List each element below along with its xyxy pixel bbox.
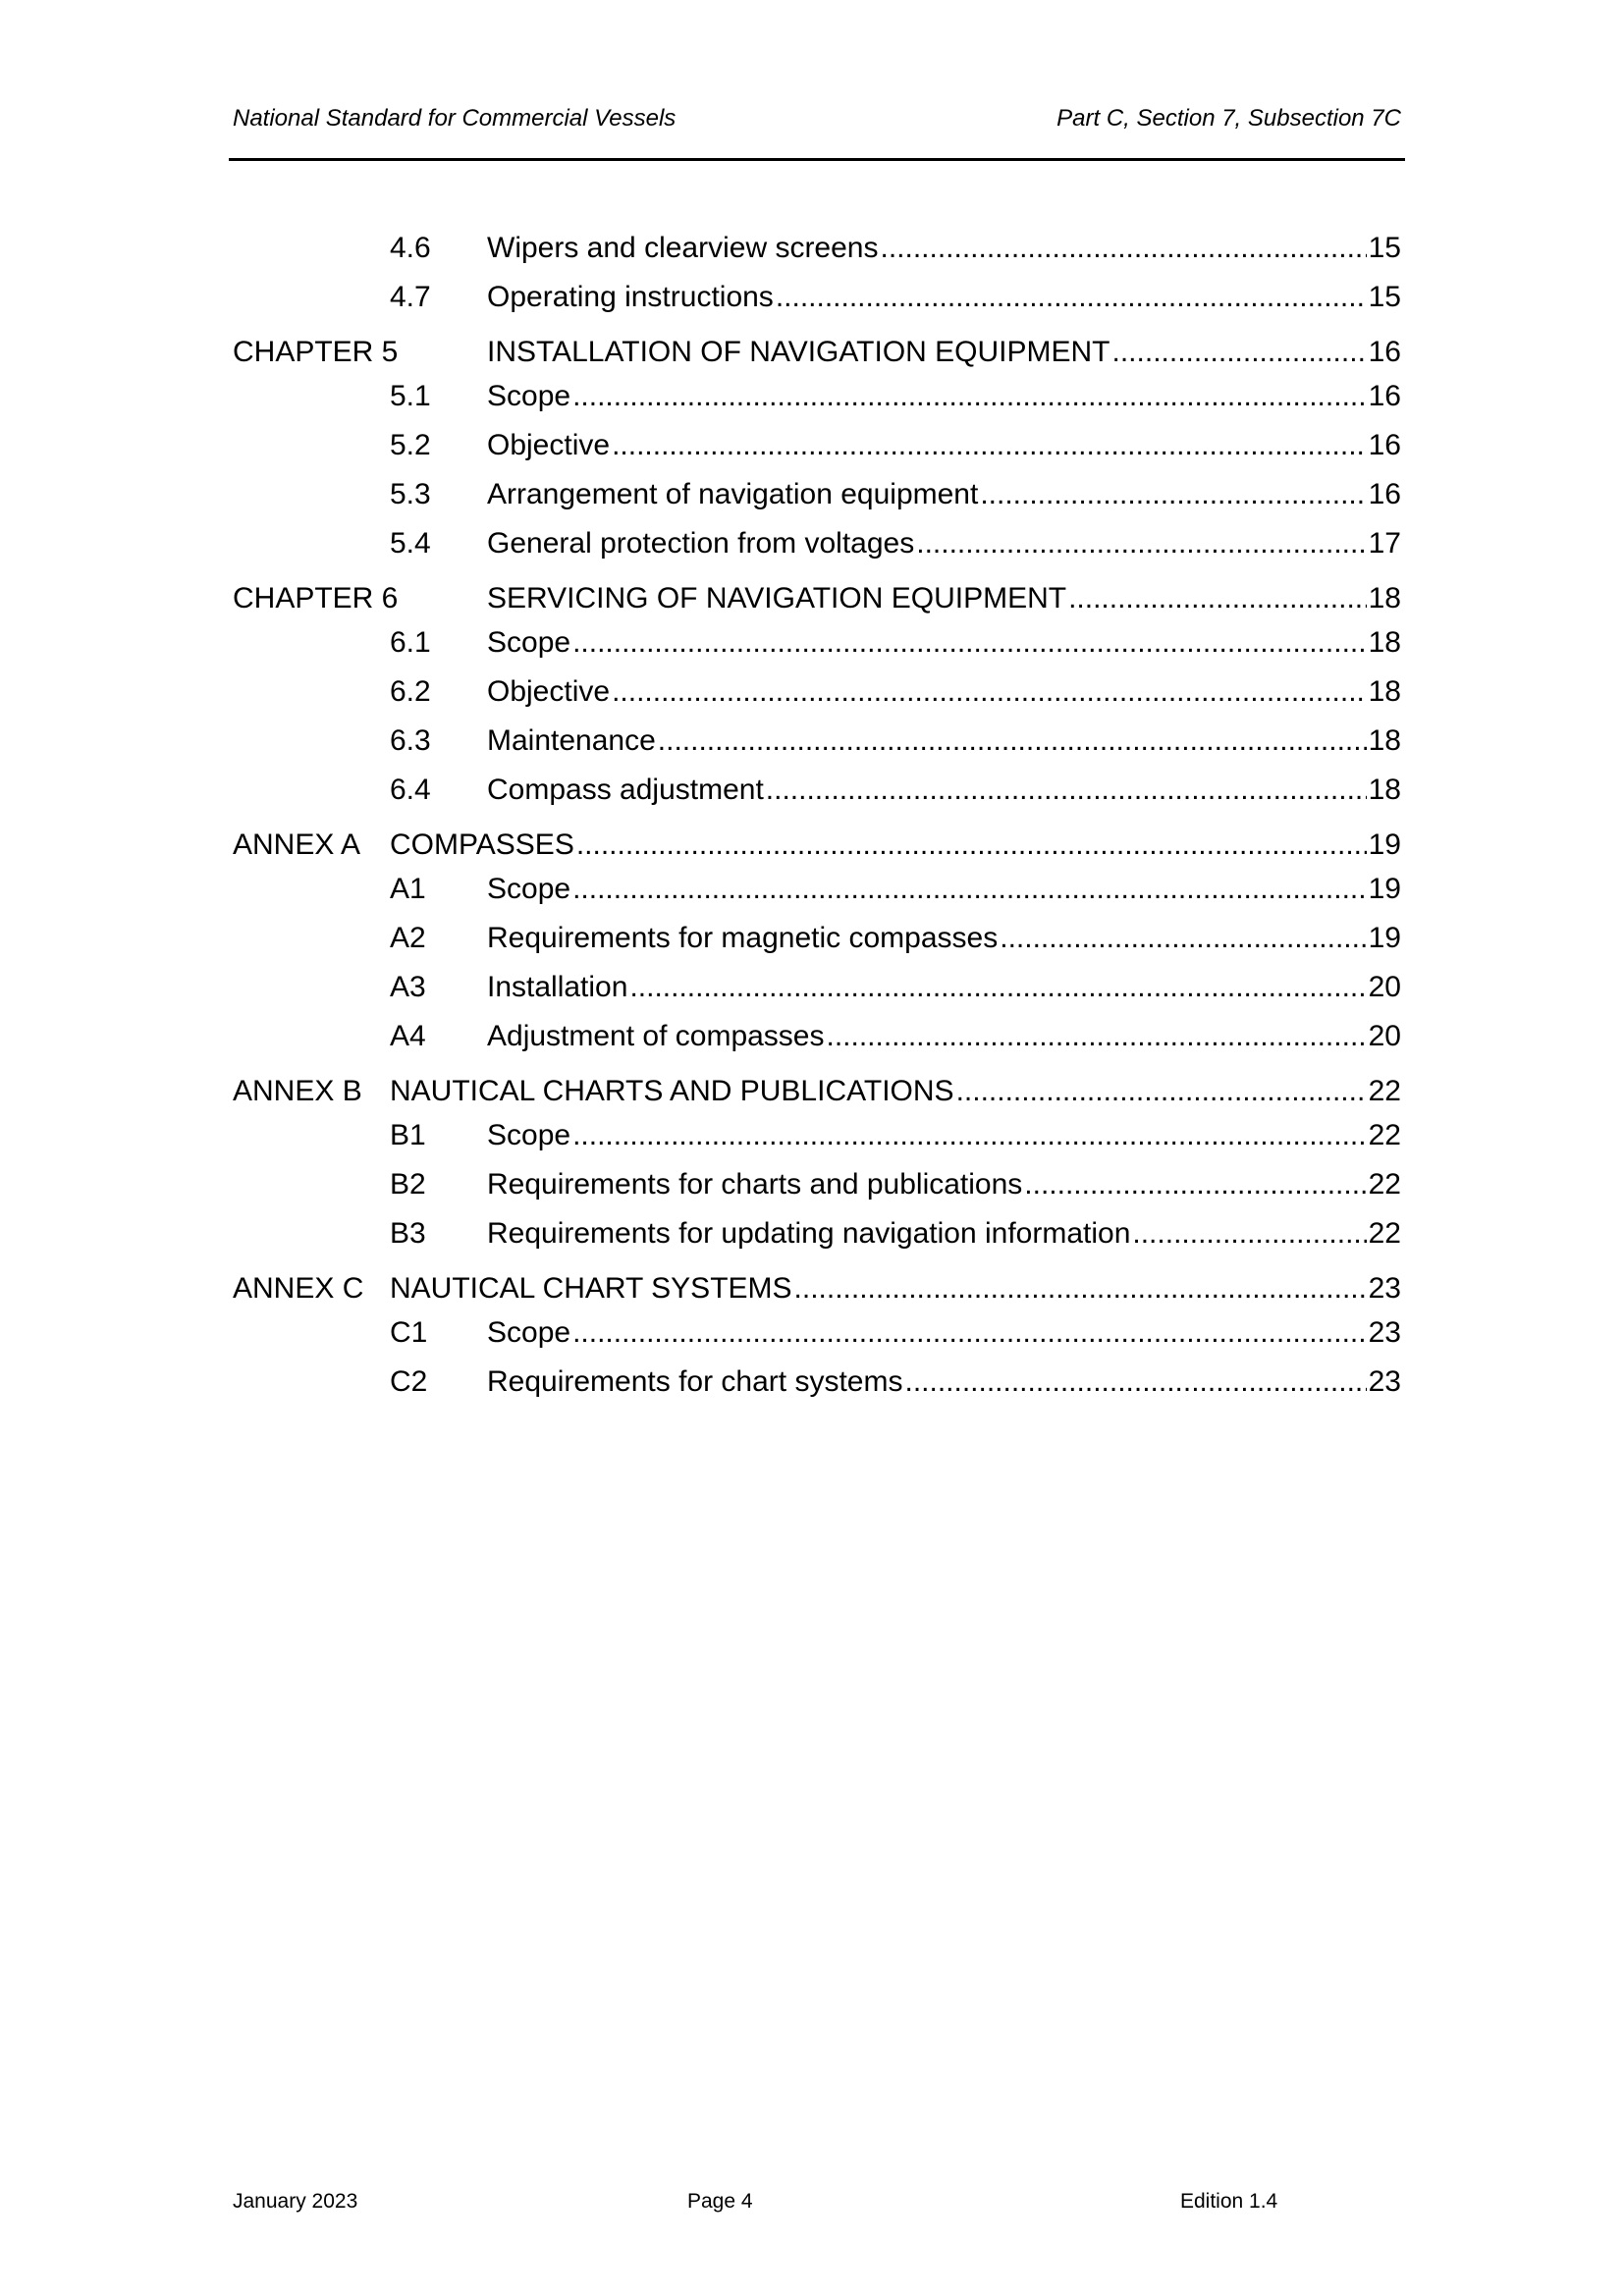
toc-entry-title: Scope (487, 1119, 571, 1151)
toc-entry[interactable] (233, 769, 1401, 812)
toc-dot-leader (572, 621, 1367, 665)
toc-entry[interactable] (233, 1212, 1401, 1255)
toc-entry-number: 6.3 (390, 724, 431, 757)
toc-dot-leader (794, 1267, 1367, 1310)
toc-entry-number: C2 (390, 1365, 428, 1398)
toc-entry[interactable] (233, 1267, 1401, 1310)
toc-entry-page-number: 20 (1368, 1020, 1401, 1052)
toc-entry-title: SERVICING OF NAVIGATION EQUIPMENT (487, 582, 1067, 614)
toc-entry-number: A1 (390, 873, 426, 905)
toc-entry[interactable] (233, 1015, 1401, 1058)
toc-entry-title: Adjustment of compasses (487, 1020, 825, 1052)
toc-dot-leader (916, 522, 1366, 565)
toc-entry-title: Requirements for charts and publications (487, 1168, 1023, 1201)
toc-entry-title: Requirements for chart systems (487, 1365, 903, 1398)
toc-entry-number: CHAPTER 5 (233, 336, 399, 368)
toc-entry-page-number: 18 (1368, 724, 1401, 757)
toc-dot-leader (766, 769, 1367, 812)
toc-entry[interactable] (233, 621, 1401, 665)
toc-entry[interactable] (233, 1163, 1401, 1206)
header-document-title: National Standard for Commercial Vessels (233, 105, 677, 132)
toc-entry-title: Scope (487, 873, 571, 905)
toc-entry-page-number: 16 (1368, 429, 1401, 461)
toc-entry-page-number: 18 (1368, 582, 1401, 614)
toc-entry-title: INSTALLATION OF NAVIGATION EQUIPMENT (487, 336, 1110, 368)
toc-entry[interactable] (233, 966, 1401, 1009)
toc-entry-page-number: 18 (1368, 774, 1401, 806)
toc-entry-number: 6.4 (390, 774, 431, 806)
toc-entry-number: A2 (390, 922, 426, 954)
toc-entry-page-number: 18 (1368, 626, 1401, 659)
toc-entry-page-number: 22 (1368, 1075, 1401, 1107)
toc-entry-number: ANNEX B (233, 1075, 362, 1107)
toc-entry-page-number: 23 (1368, 1272, 1401, 1305)
toc-entry-number: A3 (390, 971, 426, 1003)
toc-entry-number: 5.2 (390, 429, 431, 461)
toc-entry[interactable] (233, 1311, 1401, 1355)
toc-entry[interactable] (233, 720, 1401, 763)
toc-entry-title: NAUTICAL CHARTS AND PUBLICATIONS (390, 1075, 954, 1107)
toc-entry-title: Arrangement of navigation equipment (487, 478, 979, 510)
toc-entry-number: ANNEX C (233, 1272, 364, 1305)
footer-date: January 2023 (233, 2190, 358, 2213)
toc-entry-number: 6.1 (390, 626, 431, 659)
toc-entry-number: B3 (390, 1217, 426, 1250)
toc-entry-number: C1 (390, 1316, 428, 1349)
toc-entry[interactable] (233, 522, 1401, 565)
toc-dot-leader (904, 1361, 1366, 1404)
toc-dot-leader (776, 276, 1367, 319)
toc-entry[interactable] (233, 917, 1401, 960)
toc-entry-page-number: 15 (1368, 232, 1401, 264)
toc-dot-leader (1068, 577, 1367, 620)
table-of-contents (233, 0, 1401, 1472)
toc-dot-leader (1024, 1163, 1366, 1206)
toc-entry-title: Scope (487, 380, 571, 412)
toc-entry-title: Maintenance (487, 724, 656, 757)
toc-entry-page-number: 23 (1368, 1316, 1401, 1349)
toc-entry-title: Scope (487, 626, 571, 659)
toc-entry-page-number: 20 (1368, 971, 1401, 1003)
toc-entry-number: CHAPTER 6 (233, 582, 399, 614)
toc-entry-page-number: 22 (1368, 1217, 1401, 1250)
toc-entry-title: Installation (487, 971, 628, 1003)
toc-entry-title: Wipers and clearview screens (487, 232, 879, 264)
toc-entry-title: Operating instructions (487, 281, 774, 313)
toc-dot-leader (612, 670, 1367, 714)
toc-dot-leader (572, 868, 1367, 911)
toc-entry[interactable] (233, 1070, 1401, 1113)
toc-dot-leader (658, 720, 1367, 763)
toc-entry-page-number: 18 (1368, 675, 1401, 708)
toc-entry[interactable] (233, 473, 1401, 516)
toc-entry-page-number: 15 (1368, 281, 1401, 313)
toc-dot-leader (572, 375, 1367, 418)
toc-entry[interactable] (233, 824, 1401, 867)
toc-entry-title: General protection from voltages (487, 527, 915, 560)
toc-dot-leader (572, 1114, 1367, 1157)
toc-entry-page-number: 19 (1368, 873, 1401, 905)
toc-entry[interactable] (233, 577, 1401, 620)
toc-dot-leader (980, 473, 1366, 516)
toc-entry-title: Scope (487, 1316, 571, 1349)
toc-dot-leader (827, 1015, 1367, 1058)
toc-entry-number: 5.1 (390, 380, 431, 412)
toc-dot-leader (880, 227, 1366, 270)
toc-entry-page-number: 16 (1368, 380, 1401, 412)
toc-entry-number: B1 (390, 1119, 426, 1151)
toc-entry-number: ANNEX A (233, 828, 361, 861)
toc-entry-page-number: 19 (1368, 828, 1401, 861)
toc-entry-title: Requirements for updating navigation information (487, 1217, 1131, 1250)
toc-entry[interactable] (233, 227, 1401, 270)
toc-entry-number: B2 (390, 1168, 426, 1201)
toc-entry-page-number: 19 (1368, 922, 1401, 954)
toc-entry[interactable] (233, 375, 1401, 418)
toc-entry-page-number: 16 (1368, 336, 1401, 368)
toc-entry-title: Requirements for magnetic compasses (487, 922, 999, 954)
toc-entry[interactable] (233, 276, 1401, 319)
toc-dot-leader (629, 966, 1366, 1009)
toc-entry[interactable] (233, 670, 1401, 714)
toc-entry-number: 5.3 (390, 478, 431, 510)
toc-entry[interactable] (233, 1361, 1401, 1404)
toc-entry-page-number: 17 (1368, 527, 1401, 560)
toc-dot-leader (572, 1311, 1367, 1355)
toc-dot-leader (612, 424, 1367, 467)
toc-entry-title: COMPASSES (390, 828, 574, 861)
toc-entry-page-number: 22 (1368, 1119, 1401, 1151)
toc-dot-leader (956, 1070, 1367, 1113)
toc-entry-number: 6.2 (390, 675, 431, 708)
toc-entry-page-number: 16 (1368, 478, 1401, 510)
toc-entry[interactable] (233, 1114, 1401, 1157)
toc-dot-leader (1000, 917, 1366, 960)
toc-entry-number: 4.7 (390, 281, 431, 313)
toc-entry-title: Objective (487, 429, 611, 461)
toc-entry[interactable] (233, 331, 1401, 374)
toc-entry-number: 5.4 (390, 527, 431, 560)
toc-entry-title: Objective (487, 675, 611, 708)
footer-edition: Edition 1.4 (1180, 2190, 1278, 2213)
footer-page-number: Page 4 (687, 2190, 753, 2213)
toc-entry[interactable] (233, 868, 1401, 911)
toc-entry-page-number: 23 (1368, 1365, 1401, 1398)
toc-dot-leader (1112, 331, 1367, 374)
toc-entry-page-number: 22 (1368, 1168, 1401, 1201)
toc-entry-title: Compass adjustment (487, 774, 764, 806)
toc-dot-leader (576, 824, 1367, 867)
toc-entry-number: 4.6 (390, 232, 431, 264)
toc-entry-number: A4 (390, 1020, 426, 1052)
toc-entry[interactable] (233, 424, 1401, 467)
toc-dot-leader (1132, 1212, 1366, 1255)
header-section-reference: Part C, Section 7, Subsection 7C (1056, 105, 1401, 132)
toc-entry-title: NAUTICAL CHART SYSTEMS (390, 1272, 792, 1305)
